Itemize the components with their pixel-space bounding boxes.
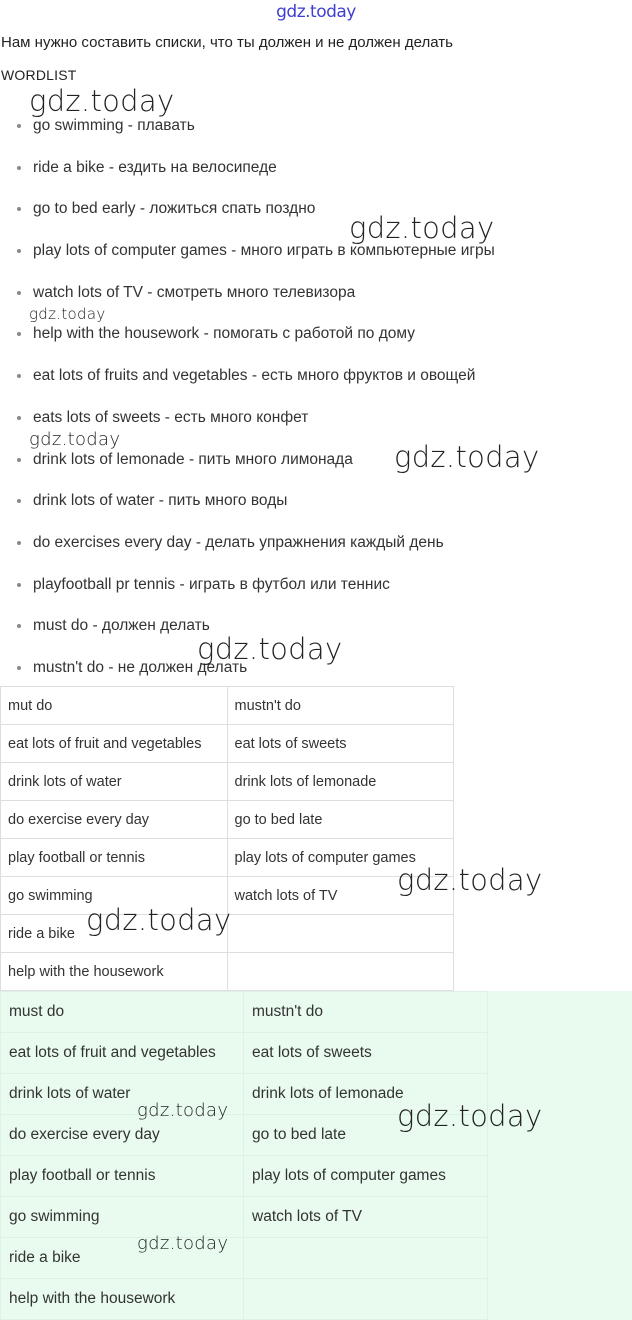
wordlist-item: drink lots of lemonade - пить много лимонада bbox=[0, 439, 495, 481]
wordlist-item: must do - должен делать bbox=[0, 605, 495, 647]
wordlist-item: play lots of computer games - много играть в компьютерные игры bbox=[0, 230, 495, 272]
watermark: gdz.today bbox=[349, 211, 495, 245]
table-cell: do exercise every day bbox=[1, 1115, 244, 1156]
table-cell: go swimming bbox=[1, 1197, 244, 1238]
table-cell bbox=[227, 915, 454, 953]
table-cell: go to bed late bbox=[227, 801, 454, 839]
watermark: gdz.today bbox=[137, 1233, 229, 1254]
table-cell: ride a bike bbox=[1, 915, 228, 953]
table-cell: watch lots of TV bbox=[227, 877, 454, 915]
table-cell: eat lots of sweets bbox=[227, 725, 454, 763]
table-cell: drink lots of lemonade bbox=[227, 763, 454, 801]
table-row bbox=[1, 763, 454, 801]
wordlist-item: do exercises every day - делать упражнения каждый день bbox=[0, 522, 495, 564]
watermark: gdz.today bbox=[397, 1099, 543, 1133]
table-cell: do exercise every day bbox=[1, 801, 228, 839]
table-row bbox=[1, 953, 454, 991]
watermark: gdz.today bbox=[397, 863, 543, 897]
table-cell: drink lots of lemonade bbox=[244, 1074, 488, 1115]
wordlist-item: eat lots of fruits and vegetables - есть много фруктов и овощей bbox=[0, 355, 495, 397]
answer-table-panel bbox=[0, 991, 632, 1320]
table-cell: drink lots of water bbox=[1, 1074, 244, 1115]
wordlist-heading: WORDLIST bbox=[1, 67, 77, 83]
must-mustnt-table bbox=[0, 686, 454, 991]
table-cell: mustn't do bbox=[227, 687, 454, 725]
wordlist-item: mustn't do - не должен делать bbox=[0, 647, 495, 689]
table-cell: play lots of computer games bbox=[244, 1156, 488, 1197]
watermark: gdz.today bbox=[86, 903, 232, 937]
table-cell: help with the housework bbox=[1, 1279, 244, 1320]
table-row bbox=[1, 1156, 488, 1197]
wordlist-item: go swimming - плавать bbox=[0, 105, 495, 147]
table-cell: eat lots of fruit and vegetables bbox=[1, 1033, 244, 1074]
table-cell: drink lots of water bbox=[1, 763, 228, 801]
table-cell: play football or tennis bbox=[1, 839, 228, 877]
table-cell bbox=[244, 1279, 488, 1320]
table-row bbox=[1, 839, 454, 877]
watermark: gdz.today bbox=[197, 632, 343, 666]
watermark: gdz.today bbox=[394, 440, 540, 474]
table-cell: watch lots of TV bbox=[244, 1197, 488, 1238]
table-cell: go swimming bbox=[1, 877, 228, 915]
table-row bbox=[1, 725, 454, 763]
site-logo[interactable]: gdz.today bbox=[276, 2, 356, 22]
watermark: gdz.today bbox=[29, 84, 175, 118]
wordlist-item: go to bed early - ложиться спать поздно bbox=[0, 188, 495, 230]
table-cell: ride a bike bbox=[1, 1238, 244, 1279]
task-intro-text: Нам нужно составить списки, что ты должен и не должен делать bbox=[1, 34, 453, 51]
table-row bbox=[1, 992, 488, 1033]
table-row bbox=[1, 1197, 488, 1238]
table-row bbox=[1, 1238, 488, 1279]
watermark: gdz.today bbox=[137, 1100, 229, 1121]
table-row bbox=[1, 1279, 488, 1320]
table-row bbox=[1, 1033, 488, 1074]
table-cell: must do bbox=[1, 992, 244, 1033]
table-cell: mustn't do bbox=[244, 992, 488, 1033]
table-cell: eat lots of sweets bbox=[244, 1033, 488, 1074]
wordlist-item: eats lots of sweets - есть много конфет bbox=[0, 397, 495, 439]
wordlist-item: drink lots of water - пить много воды bbox=[0, 480, 495, 522]
wordlist-item: help with the housework - помогать с работой по дому bbox=[0, 313, 495, 355]
table-cell bbox=[227, 953, 454, 991]
answer-table bbox=[0, 991, 488, 1320]
table-cell: eat lots of fruit and vegetables bbox=[1, 725, 228, 763]
table-cell: mut do bbox=[1, 687, 228, 725]
wordlist-item: playfootball pr tennis - играть в футбол или теннис bbox=[0, 564, 495, 606]
wordlist-item: watch lots of TV - смотреть много телевизора bbox=[0, 272, 495, 314]
table-cell bbox=[244, 1238, 488, 1279]
table-row bbox=[1, 687, 454, 725]
table-cell: play lots of computer games bbox=[227, 839, 454, 877]
wordlist bbox=[0, 105, 495, 689]
table-cell: go to bed late bbox=[244, 1115, 488, 1156]
table-cell: play football or tennis bbox=[1, 1156, 244, 1197]
watermark: gdz.today bbox=[29, 429, 121, 450]
watermark: gdz.today bbox=[29, 305, 106, 323]
table-cell: help with the housework bbox=[1, 953, 228, 991]
table-row bbox=[1, 801, 454, 839]
wordlist-item: ride a bike - ездить на велосипеде bbox=[0, 147, 495, 189]
